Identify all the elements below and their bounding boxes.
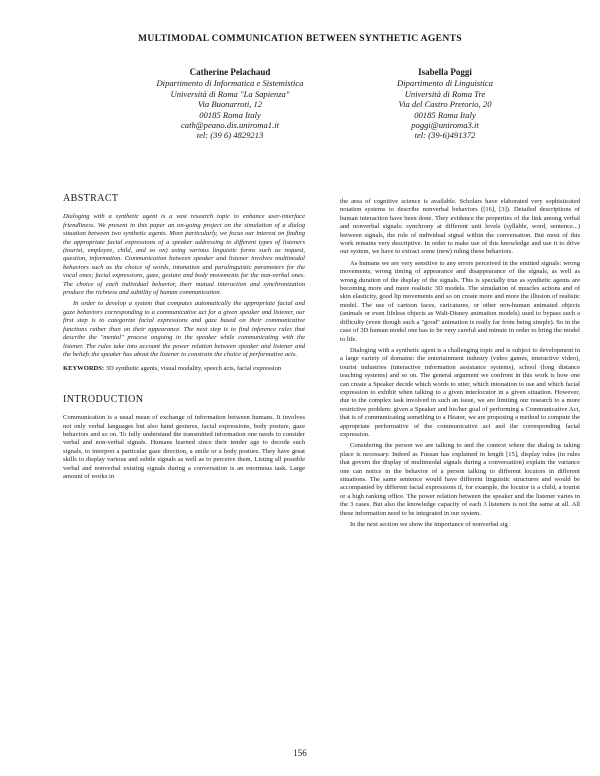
author-name: Isabella Poggi — [418, 67, 472, 77]
right-column — [340, 198, 580, 532]
paper-title: MULTIMODAL COMMUNICATION BETWEEN SYNTHETIC AGENTS — [138, 33, 462, 44]
body-paragraph: Communication is a usual mean of exchange of information between humans. It involves not only verbal languages but also hand gestures, facial expressions, body posture, gaze behaviors and so on. To fully understand the transmitted information one needs to consider verbal and non-verbal signals. Humans learned since their tender age to decode such signals, to interpret a particular gaze direction, a smile or a body posture. They have great skills to display various and subtle signals as well as to perceive them. Listing all possible verbal and nonverbal existing signals during a conversation is an enormous task. Large amount of works in — [63, 414, 305, 480]
left-column — [63, 195, 305, 484]
author-phone: tel: (39-6)491372 — [414, 130, 476, 141]
author-block-2 — [325, 67, 565, 141]
author-email: poggi@uniroma3.it — [411, 120, 479, 131]
body-paragraph: As humans we are very sensitive to any errors perceived in the emitted signals: wrong movements, wrong timing of appearance and disappearance of the signals, as well as wrong duration of the display of the signals. This is specially true as synthetic agents are becoming more and more realistic 3D models. The simulation of muscles actions and of skin elasticity, good lip movements and so on create more and more the illusion of realistic model. The use of cartoon faces, caricatures, or other non-human animated objects (animals or even lifeless objects as Walt-Disney animation models) used to bypass such a difficulty (even though such a "good" animation is really far from being simple). So in the case of 3D human model one has to be very careful and minute in order to bring the model to life. — [340, 259, 580, 343]
author-city: 00185 Roma Italy — [414, 109, 476, 120]
author-phone: tel: (39 6) 4829213 — [196, 130, 264, 141]
abstract-paragraph: Dialoging with a synthetic agent is a vast research topic to enhance user-interface friendliness. We present in this paper an on-going project on the simulation of a dialog situation between two synthetic agents. More particularly, we focus our interest on finding the appropriate facial expressions of a speaker addressing to different types of listeners (tourist, employee, child, and so on) using various linguistic forms such as request, question, information. Communication between speaker and listener involves multimodal behaviors such as the choice of words, intonation and paralinguistic parameters for the vocal ones; facial expressions, gaze, gesture and body movements for the non-verbal ones. The choice of each individual behavior, their mutual interaction and synchronization produce the richness and subtility of human communication. — [63, 213, 305, 297]
author-block-1 — [110, 67, 350, 141]
author-university: Università di Roma Tre — [404, 88, 486, 99]
abstract-paragraph: In order to develop a system that computes automatically the appropriate facial and gaze behaviors corresponding to a communicative act for a given speaker and listener, our first step is to categorize facial expressions and gaze based on their communicative functions rather than on their appearance. The next step is to find inference rules that describe the "mental" process ongoing in the speaker while communicating with the listener. The rules take into account the power relation between speaker and listener and the beliefs the speaker has about the listener to constrain the choice of performative acts. — [63, 300, 305, 358]
author-university: Università di Roma "La Sapienza" — [170, 88, 290, 99]
body-paragraph: the area of cognitive science is available. Scholars have elaborated very sophisticated notation systems to describe nonverbal behaviors ([16], [3]). Detailed descriptions of human interaction have been done. They evidence the properties of the link among verbal and nonverbal signals: synchrony at different unit levels (syllable, word, sentence...) between signals, the role of individual signal within the conversation. But most of this work remains very descriptive. In order to make use of this knowledge and use it to drive our system, we have to extract some (new) ruling these behaviors. — [340, 198, 580, 256]
body-paragraph: In the next section we show the importance of nonverbal sig — [350, 521, 508, 529]
body-paragraph: Dialoging with a synthetic agent is a challenging topic and is subject to development in a large variety of domains: the entertainment industry (video games, interactive video), tourist industries (interactive information assistance systems), school (long distance teaching systems) and so on. The general argument we confront in this work is how one can create a Speaker decide which words to utter, which intonation to use and which facial expression to exhibit when talking to a given interlocutor in a given situation. However, due to the complex task involved in such an issue, we are limiting our research to a more restrictive problem: given a Speaker and his/her goal of performing a Communicative Act, that is of communicating something to a Hearer, we are proposing a method to compute the appropriate performative of the communicative act and the corresponding facial expression. — [340, 346, 580, 438]
keywords-label: KEYWORDS: — [63, 365, 105, 373]
abstract-heading: ABSTRACT — [63, 193, 119, 204]
author-affiliation: Dipartimento di Linguistica — [397, 78, 493, 89]
keywords-text: 3D synthetic agents, visual modality, speech acts, facial expression — [105, 365, 282, 373]
author-street: Via del Castro Pretorio, 20 — [398, 99, 492, 110]
author-street: Via Buonarroti, 12 — [197, 99, 263, 110]
introduction-heading: INTRODUCTION — [63, 393, 144, 405]
author-name: Catherine Pelachaud — [189, 67, 271, 77]
body-paragraph: Considering the person we are talking to and the context where the dialog is taking place is necessary. Indeed as Fussan has explained in length [15], display rules (in rules that govern the display of multimodal signals during a conversation) explain the variance one can notice in the behavior of a person talking to different locutors in different situations. The same sentence would have different linguistic structures and would be accompanied by different facial expressions if, for example, the locutor is a child, a tourist or a high ranking office. The power relation between the speaker and the listener varies in the 3 cases. But also the knowledge capacity of each 3 listeners is not the same at all. All these information need to be integrated in our system. — [340, 442, 580, 517]
keywords — [63, 365, 305, 373]
author-affiliation: Dipartimento di Informatica e Sistemistica — [156, 78, 304, 89]
page-number: 156 — [293, 748, 307, 758]
author-city: 00185 Roma Italy — [199, 109, 261, 120]
author-email: cath@peano.dis.uniroma1.it — [180, 120, 280, 131]
